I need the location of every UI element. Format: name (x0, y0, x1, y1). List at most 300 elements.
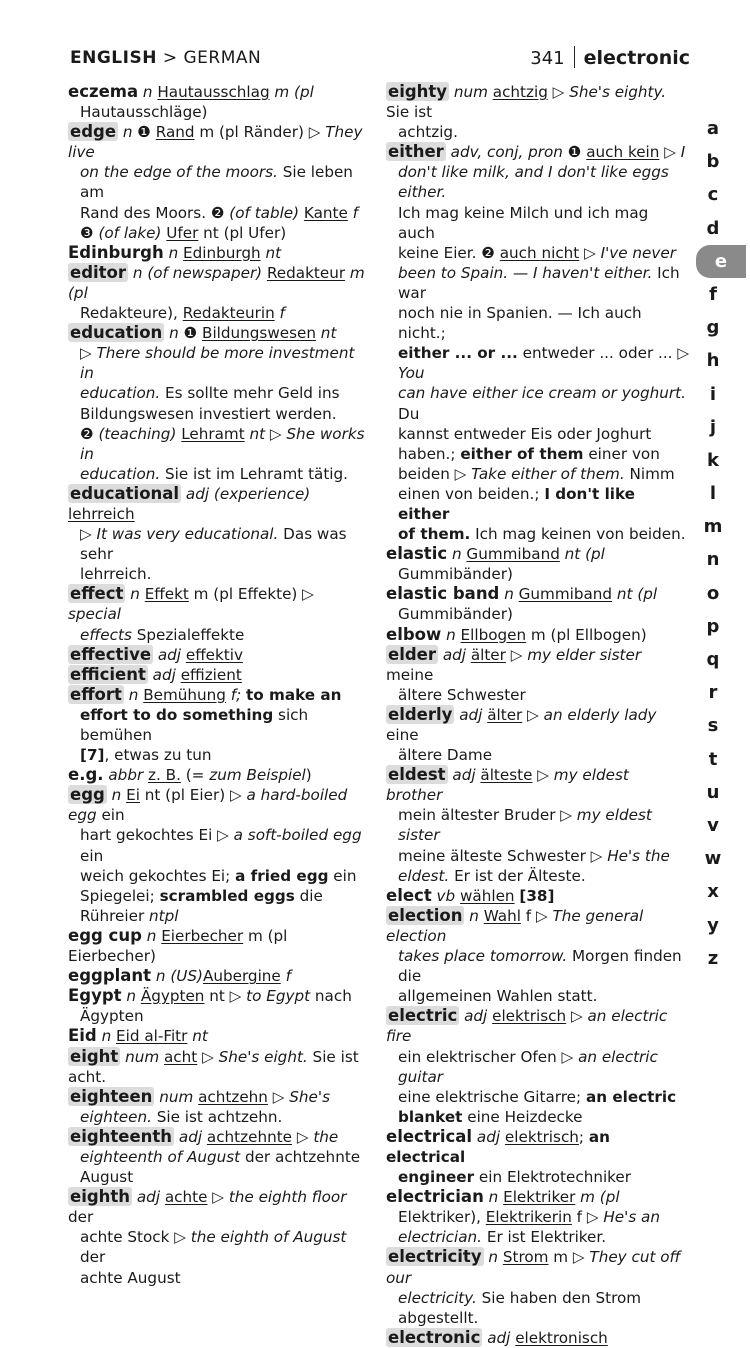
pos: n (125, 585, 145, 604)
translation: wählen (460, 886, 515, 905)
gram: ▷ (197, 1047, 219, 1066)
example-translation: ein elektrischer Ofen ▷ (398, 1047, 579, 1066)
sense-context: (teaching) (98, 424, 182, 443)
index-letter-r[interactable]: r (708, 682, 718, 704)
headword: eldest (388, 765, 446, 785)
entry-electricity (386, 1247, 689, 1327)
gram: m ▷ (548, 1248, 590, 1267)
index-letter-y[interactable]: y (707, 914, 719, 936)
example: special (68, 605, 121, 624)
phrase: either ... or ... (398, 344, 518, 363)
example-translation: Ägypten (80, 1007, 144, 1026)
translation: effizient (180, 665, 242, 684)
example: I've never (600, 243, 676, 262)
entry-either (386, 142, 689, 544)
example-translation: achte Stock ▷ (80, 1228, 191, 1247)
gram: ; (578, 1127, 589, 1146)
headword: elastic (386, 544, 448, 564)
gender: ntpl (144, 906, 179, 925)
example-translation: meine älteste Schwester ▷ (398, 846, 608, 865)
phrase-translation: Spiegelei; (80, 886, 160, 905)
example: She works in (80, 424, 365, 463)
phrase: blanket (398, 1107, 463, 1126)
translation: Bemühung (143, 685, 226, 704)
pos: n (164, 324, 184, 343)
sense-number: ❸ (80, 223, 99, 242)
example-translation: eine (386, 726, 419, 744)
entry-egg-cup (68, 926, 368, 966)
translation: lehrreich (68, 504, 135, 523)
example-translation: Er ist der Älteste. (449, 866, 586, 885)
example-translation: ein (80, 846, 104, 865)
sense-context: (of table) (229, 203, 304, 222)
index-letter-v[interactable]: v (707, 814, 719, 836)
translation: Strom (502, 1248, 549, 1267)
example-translation: Spezialeffekte (131, 625, 245, 644)
header-divider (574, 46, 575, 68)
guide-word: electronic (583, 47, 690, 69)
column-left (68, 82, 368, 1288)
phrase-translation: beiden ▷ (398, 464, 472, 483)
expansion: zum Beispiel (209, 766, 306, 785)
example: They live (68, 123, 363, 162)
entry-educational (68, 484, 368, 584)
translation: achte (164, 1188, 208, 1207)
plural: Gummibänder) (398, 605, 513, 624)
example: eighteenth of August (80, 1147, 241, 1166)
gram: ▷ (547, 83, 570, 101)
pos: vb (431, 886, 461, 905)
example: education. (80, 464, 161, 483)
verb-table-ref: [38] (519, 886, 555, 905)
phrase: either of them (460, 444, 584, 463)
headword: electrician (386, 1187, 484, 1207)
translation: Effekt (144, 585, 189, 604)
sense-context: (of newspaper) (147, 263, 267, 282)
example-translation: Er ist Elektriker. (482, 1228, 607, 1247)
example: a soft-boiled egg (233, 826, 362, 845)
gender: nt (260, 243, 282, 262)
translation: Gummiband (466, 545, 560, 564)
entry-education (68, 323, 368, 484)
pos: n (447, 545, 467, 564)
example: my elder sister (527, 645, 642, 664)
example-translation: Es sollte mehr Geld ins (160, 384, 340, 403)
phrase: effort to do something (80, 705, 274, 724)
example-marker: ▷ (80, 344, 97, 363)
sense-number: ❷ (80, 424, 99, 443)
example-translation: kannst entweder Eis oder Joghurt (398, 424, 652, 443)
example: been to Spain. — I haven't either. (398, 263, 653, 282)
gram: ▷ (566, 1007, 588, 1026)
plural: Gummibänder) (398, 565, 513, 584)
entry-edinburgh (68, 243, 368, 263)
translation: Edinburgh (183, 243, 261, 262)
example: He's the (607, 846, 670, 865)
example: You (398, 364, 425, 383)
translation: Ellbogen (460, 625, 527, 644)
example-translation: der (80, 1248, 106, 1267)
entry-elderly (386, 705, 689, 765)
example: electrician. (398, 1228, 483, 1247)
column-right (386, 82, 689, 1348)
entry-elastic (386, 544, 689, 584)
sense-context: (of lake) (98, 223, 167, 242)
example-translation: Sie ist im Lehramt tätig. (160, 464, 348, 483)
language-direction (70, 48, 261, 68)
index-letter-l[interactable]: l (709, 483, 717, 505)
pos: adj (438, 645, 471, 664)
translation: effektiv (185, 645, 243, 664)
headword: either (388, 142, 444, 162)
phrase-translation: die (294, 886, 323, 905)
example-translation: Ich war (398, 263, 680, 302)
index-letter-q[interactable]: q (706, 649, 720, 670)
example-translation: August (80, 1168, 134, 1187)
entry-eighty (386, 82, 689, 142)
entry-egypt (68, 986, 368, 1026)
entry-eid (68, 1026, 368, 1046)
headword: eggplant (68, 966, 152, 986)
translation: Eid al-Fitr (116, 1027, 188, 1046)
headword: Egypt (68, 986, 122, 1006)
example: eighteen. (80, 1107, 152, 1126)
entry-efficient (68, 665, 368, 685)
pos: n (106, 786, 127, 805)
example-translation: Nimm (624, 464, 675, 483)
phrase: an electric (585, 1087, 677, 1106)
translation: Ei (126, 786, 140, 805)
example: She's (289, 1087, 330, 1106)
example: The general election (386, 906, 644, 945)
entry-electrician (386, 1187, 689, 1247)
example-marker: ▷ (80, 525, 97, 544)
index-letter-k[interactable]: k (707, 449, 719, 471)
example: There should be more investment in (80, 344, 355, 383)
headword: elderly (388, 704, 453, 724)
phrase-translation: , etwas zu tun (104, 746, 212, 765)
example: education. (80, 384, 161, 403)
example-translation: eine elektrische Gitarre; (398, 1087, 586, 1106)
index-letter-b[interactable]: b (706, 151, 720, 173)
example-translation: achtzig. (398, 123, 458, 142)
example: I (680, 143, 686, 162)
headword: elder (388, 644, 436, 664)
example-translation: Rand des Moors. (80, 203, 211, 222)
gender: f; (225, 685, 247, 704)
translation: Rand (155, 123, 195, 142)
example: effects (80, 625, 132, 644)
headword: edge (70, 122, 117, 142)
example: can have either ice cream or yoghurt. (398, 384, 686, 403)
example: the eighth floor (228, 1188, 347, 1207)
example: He's an (603, 1208, 660, 1227)
entry-electronic (386, 1328, 689, 1348)
phrase-translation: eine Heizdecke (462, 1107, 583, 1126)
entry-electrical (386, 1127, 689, 1187)
phrase: I don't like either (398, 484, 635, 523)
headword: eight (70, 1046, 119, 1066)
entry-egg (68, 785, 368, 926)
pos: adj (147, 665, 181, 684)
translation: z. B. (148, 766, 181, 785)
entry-eg (68, 765, 368, 785)
translation: Wahl (483, 906, 521, 925)
index-letter-f[interactable]: f (709, 283, 717, 305)
index-letter-j[interactable]: j (709, 416, 717, 438)
pos: n (483, 1188, 504, 1207)
example: my eldest brother (386, 766, 629, 805)
entry-eggplant (68, 966, 368, 986)
entry-eighth (68, 1187, 368, 1287)
index-letter-d[interactable]: d (706, 217, 720, 239)
index-letter-s[interactable]: s (707, 715, 719, 737)
gender: m (pl (269, 83, 314, 101)
translation: elektrisch (492, 1007, 567, 1026)
pos: num (449, 83, 493, 101)
pos: n (121, 987, 141, 1006)
example-translation: Sie leben am (80, 163, 353, 202)
sense-number: ❶ (183, 324, 203, 343)
index-letter-i[interactable]: i (709, 383, 717, 405)
gram: m (pl Ränder) ▷ (194, 123, 326, 142)
headword: electric (388, 1006, 458, 1026)
translation: Elektriker (503, 1188, 576, 1207)
example: a hard-boiled egg (68, 786, 348, 825)
page-info (530, 46, 690, 69)
pos: adj (472, 1127, 505, 1146)
phrase-translation: Rühreier (80, 906, 145, 925)
index-letter-o[interactable]: o (706, 582, 720, 604)
index-letter-x[interactable]: x (707, 881, 719, 903)
index-letter-w[interactable]: w (704, 848, 722, 870)
gram: m (pl (68, 263, 365, 302)
example-translation: Du (398, 404, 420, 423)
sense-number: ❶ (137, 123, 156, 142)
example-translation: Sie ist achtzehn. (151, 1107, 283, 1126)
index-letter-z[interactable]: z (707, 947, 719, 969)
translation: achtzehn (198, 1087, 268, 1106)
translation: Ufer (166, 223, 199, 242)
sense-number: ❷ (210, 203, 230, 222)
gender: f (274, 304, 285, 323)
translation: achtzehnte (206, 1127, 292, 1146)
entry-election (386, 906, 689, 1006)
gram: ▷ (505, 645, 528, 664)
example-translation: Sie ist acht. (68, 1047, 359, 1086)
example-translation: Ich mag keine Milch und ich mag auch (398, 203, 649, 242)
headword: effect (70, 584, 124, 604)
translation: älteste (480, 766, 533, 785)
example: the eighth of August (190, 1228, 347, 1247)
entry-elbow (386, 625, 689, 645)
index-letter-p[interactable]: p (706, 615, 720, 637)
entry-effect (68, 584, 368, 644)
entry-eczema (68, 82, 368, 122)
example: electricity. (398, 1288, 477, 1307)
gram: ) (305, 766, 312, 785)
example: Take either of them. (471, 464, 625, 483)
entry-eighteen (68, 1087, 368, 1127)
phrase: engineer (398, 1168, 475, 1187)
translation: auch kein (586, 143, 660, 162)
example-translation: keine Eier. (398, 243, 482, 262)
example: She's eight. (218, 1047, 308, 1066)
phrase: a fried egg (235, 866, 329, 885)
pos: adj (482, 1328, 516, 1347)
pos: adj (132, 1188, 165, 1207)
example-translation: mein ältester Bruder ▷ (398, 806, 577, 825)
headword: electricity (388, 1247, 482, 1267)
gender: f (280, 967, 291, 986)
pos: adj (174, 1127, 207, 1146)
example-translation: Sie haben den Strom (476, 1288, 642, 1307)
gram: f ▷ (571, 1208, 604, 1227)
example-translation: abgestellt. (398, 1308, 479, 1327)
entry-edge (68, 122, 368, 243)
example-translation: noch nie in Spanien. — Ich auch nicht.; (398, 304, 642, 343)
pos: adj (459, 1007, 493, 1026)
pos: num (154, 1087, 199, 1106)
example-translation: hart gekochtes Ei ▷ (80, 826, 234, 845)
entry-eight (68, 1047, 368, 1087)
plural: Hautausschläge) (80, 103, 208, 122)
phrase-translation: Ich mag keinen von beiden. (470, 525, 686, 544)
example: It was very educational. (96, 525, 279, 544)
target-language: GERMAN (183, 48, 262, 68)
translation: Lehramt (181, 424, 245, 443)
pos: num (120, 1047, 164, 1066)
translation: auch nicht (499, 243, 580, 262)
gender: nt (187, 1027, 208, 1046)
translation: elektrisch (504, 1127, 579, 1146)
pos: n (464, 906, 484, 925)
example-translation: achte August (80, 1268, 181, 1287)
entry-effective (68, 645, 368, 665)
headword: egg cup (68, 925, 142, 945)
translation: achtzig (492, 83, 548, 101)
example-translation: Sie ist (386, 103, 433, 122)
gram: ▷ (532, 766, 554, 785)
pos: n (483, 1248, 503, 1267)
index-letter-u[interactable]: u (706, 781, 720, 803)
example-translation: ältere Schwester (398, 685, 526, 704)
page-number: 341 (530, 48, 565, 69)
example-translation: Morgen finden die (398, 947, 682, 986)
example-translation: allgemeinen Wahlen statt. (398, 987, 598, 1006)
pos: adv, conj, pron (445, 143, 568, 162)
entry-elder (386, 645, 689, 705)
example-translation: weich gekochtes Ei; (80, 866, 236, 885)
gender: f (347, 203, 359, 222)
pos: adj (153, 645, 186, 664)
index-letter-g[interactable]: g (706, 317, 720, 339)
example-translation: ältere Dame (398, 746, 493, 765)
translation: Aubergine (202, 967, 281, 986)
entry-elastic-band (386, 584, 689, 624)
gram: ▷ (522, 705, 544, 724)
translation: Redakteurin (182, 304, 275, 323)
page-header (70, 46, 690, 72)
headword: eighth (70, 1187, 131, 1207)
gram: nt ▷ (204, 987, 247, 1006)
index-letter-t[interactable]: t (708, 748, 718, 770)
entry-eighteenth (68, 1127, 368, 1187)
headword: Eid (68, 1026, 97, 1046)
headword: educational (70, 483, 180, 503)
pos: adj (447, 766, 481, 785)
index-letter-m[interactable]: m (703, 516, 723, 538)
gram: (= (180, 766, 210, 785)
plural: Elektriker), (398, 1208, 486, 1227)
translation: acht (164, 1047, 198, 1066)
headword: e.g. (68, 765, 104, 785)
index-letter-h[interactable]: h (706, 350, 720, 372)
index-letter-e-active[interactable]: e (696, 245, 746, 278)
example: to Egypt (246, 987, 311, 1006)
example-translation: einen von beiden.; (398, 484, 545, 503)
translation: Redakteur (266, 263, 346, 282)
headword: editor (70, 262, 127, 282)
plural: Redakteure), (80, 304, 183, 323)
pos: n (96, 1027, 117, 1046)
example-translation: ein (96, 806, 125, 825)
example: don't like milk, and I don't like eggs either. (398, 163, 669, 202)
phrase-translation: entweder ... oder ... ▷ (517, 344, 690, 363)
phrase-translation: ein Elektrotechniker (474, 1168, 632, 1187)
pos: adj (181, 484, 214, 503)
translation: Hautausschlag (157, 83, 270, 101)
entry-electric (386, 1006, 689, 1127)
alphabet-index (700, 112, 750, 975)
headword: election (388, 905, 463, 925)
entry-elect (386, 886, 689, 906)
headword: electronic (388, 1327, 481, 1347)
headword: eighteenth (70, 1126, 173, 1146)
headword: Edinburgh (68, 242, 164, 262)
translation: Eierbecher (161, 926, 244, 945)
headword: elect (386, 885, 432, 905)
entry-effort (68, 685, 368, 765)
translation: älter (470, 645, 506, 664)
pos: n (441, 625, 461, 644)
example-translation: meine (386, 665, 434, 684)
example: my eldest sister (398, 806, 652, 845)
headword: elastic band (386, 584, 500, 604)
example-translation: Das was sehr (80, 525, 347, 564)
pos: abbr (103, 766, 149, 785)
gram: m (pl Effekte) ▷ (188, 585, 314, 604)
example-translation: haben.; (398, 444, 461, 463)
translation: Kante (303, 203, 348, 222)
gram: nt (pl Eier) ▷ (139, 786, 247, 805)
example: She's eighty. (569, 83, 667, 101)
verb-table-ref: [7] (80, 746, 105, 765)
headword: effective (70, 644, 152, 664)
translation: Elektrikerin (485, 1208, 572, 1227)
gram: ▷ (207, 1188, 229, 1207)
gram: m (pl Eierbecher) (68, 926, 288, 966)
index-letter-c[interactable]: c (707, 184, 719, 206)
translation: elektronisch (515, 1328, 608, 1347)
headword: effort (70, 684, 122, 704)
example-translation: Bildungswesen investiert werden. (80, 404, 337, 423)
gram: nt (pl (559, 545, 605, 564)
index-letter-a[interactable]: a (706, 118, 720, 139)
index-letter-n[interactable]: n (706, 549, 720, 571)
pos: n (US) (151, 967, 203, 986)
example: takes place tomorrow. (398, 947, 568, 966)
